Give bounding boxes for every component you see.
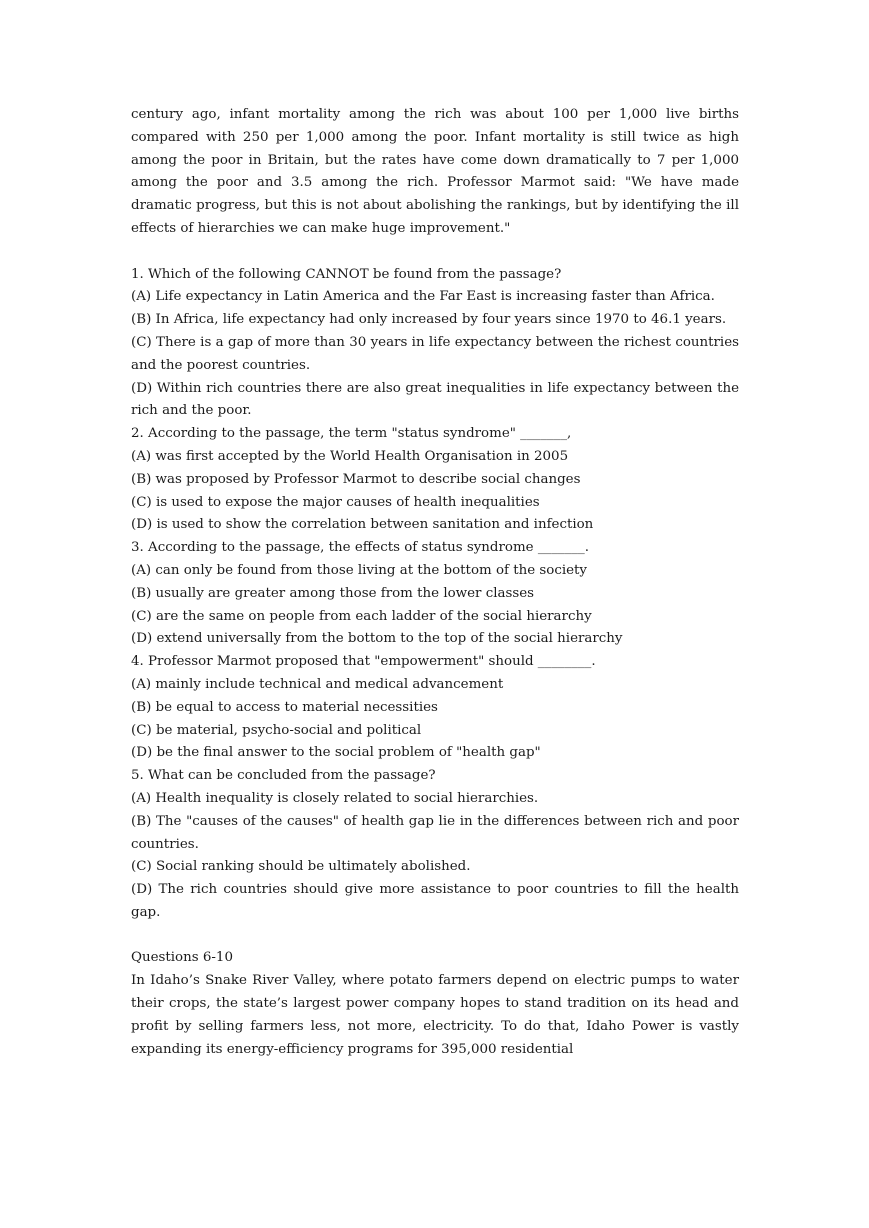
answer-option: (C) There is a gap of more than 30 years in life expectancy between the richest countries and the poorest countries. [131, 334, 739, 373]
answer-option: (A) can only be found from those living at the bottom of the society [131, 562, 588, 578]
answer-option: (A) mainly include technical and medical advancement [131, 676, 504, 692]
question-5 [131, 765, 739, 925]
question-stem: 1. Which of the following CANNOT be found from the passage? [131, 266, 562, 282]
question-3 [131, 537, 739, 651]
question-stem: 2. According to the passage, the term "status syndrome" _______, [131, 426, 572, 442]
answer-option: (D) Within rich countries there are also great inequalities in life expectancy between the rich and the poor. [131, 380, 739, 419]
answer-option: (A) Life expectancy in Latin America and the Far East is increasing faster than Africa. [131, 289, 715, 305]
question-4 [131, 651, 739, 765]
blank-line [131, 925, 739, 948]
question-stem: 4. Professor Marmot proposed that "empowerment" should ________. [131, 654, 596, 670]
question-stem: 3. According to the passage, the effects of status syndrome _______. [131, 540, 589, 556]
answer-option: (B) The "causes of the causes" of health gap lie in the differences between rich and poor countries. [131, 813, 739, 852]
answer-option: (C) Social ranking should be ultimately abolished. [131, 859, 471, 875]
question-stem: 5. What can be concluded from the passage? [131, 768, 436, 784]
answer-option: (B) be equal to access to material necessities [131, 699, 438, 715]
document-page [131, 104, 739, 1061]
answer-option: (D) is used to show the correlation between sanitation and infection [131, 517, 594, 533]
answer-option: (D) be the final answer to the social problem of "health gap" [131, 745, 541, 761]
answer-option: (D) extend universally from the bottom to the top of the social hierarchy [131, 631, 623, 647]
question-2 [131, 423, 739, 537]
question-1 [131, 264, 739, 424]
answer-option: (C) are the same on people from each ladder of the social hierarchy [131, 608, 592, 624]
answer-option: (C) be material, psycho-social and political [131, 722, 422, 738]
answer-option: (B) In Africa, life expectancy had only increased by four years since 1970 to 46.1 years. [131, 312, 727, 328]
answer-option: (D) The rich countries should give more assistance to poor countries to fill the health gap. [131, 882, 739, 920]
answer-option: (A) was first accepted by the World Health Organisation in 2005 [131, 448, 569, 464]
answer-option: (B) usually are greater among those from the lower classes [131, 585, 535, 601]
answer-option: (A) Health inequality is closely related to social hierarchies. [131, 790, 539, 806]
blank-line [131, 241, 739, 264]
answer-option: (C) is used to expose the major causes of health inequalities [131, 494, 540, 510]
answer-option: (B) was proposed by Professor Marmot to describe social changes [131, 471, 581, 487]
section-heading: Questions 6-10 [131, 950, 233, 966]
passage-end-paragraph: century ago, infant mortality among the rich was about 100 per 1,000 live births compared with 250 per 1,000 among the poor. Infant mortality is still twice as high among the poor in Britain, but the rates have come down dramatically to 7 per 1,000 among the poor and 3.5 among the rich. Professor Marmot said: "We have made dramatic progress, but this is not about abolishing the rankings, but by identifying the ill effects of hierarchies we can make huge improvement." [131, 107, 739, 236]
next-passage-paragraph: In Idaho’s Snake River Valley, where potato farmers depend on electric pumps to water their crops, the state’s largest power company hopes to stand tradition on its head and profit by selling farmers less, not more, electricity. To do that, Idaho Power is vastly expanding its energy-efficiency programs for 395,000 residential [131, 973, 739, 1057]
